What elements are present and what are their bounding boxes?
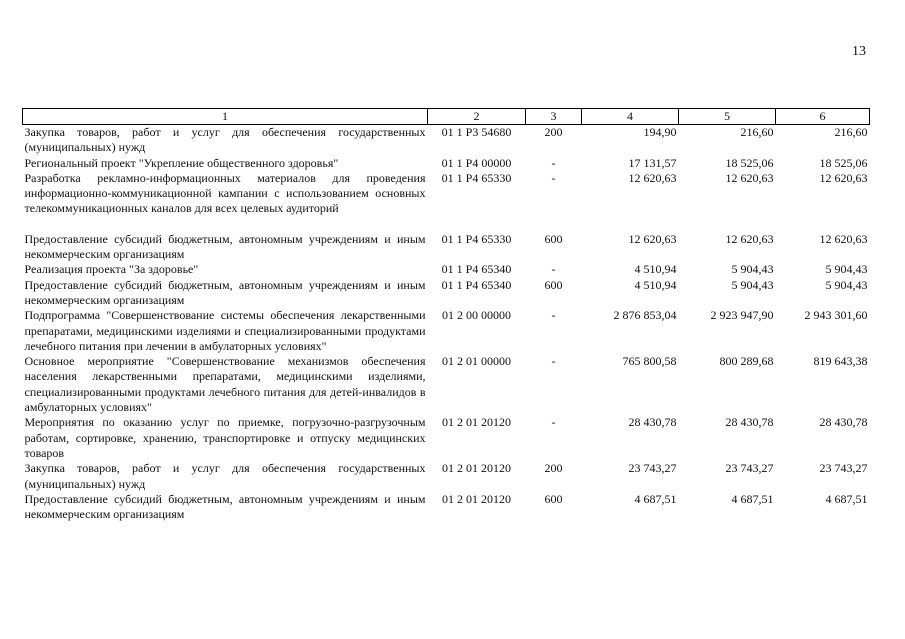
amount-col6: 23 743,27 (819, 461, 868, 476)
table-row (23, 125, 870, 156)
item-name: Предоставление субсидий бюджетным, автономным учреждениям и иным некоммерческим организациям (24, 231, 426, 262)
table-row (23, 354, 870, 415)
expense-type-code: - (551, 155, 556, 170)
amount-col4: 28 430,78 (628, 415, 677, 430)
expense-type-code: - (551, 308, 556, 323)
expense-type-code: - (551, 262, 556, 277)
expense-type-code: - (551, 354, 556, 369)
amount-col5: 28 430,78 (725, 415, 774, 430)
budget-table (22, 108, 870, 522)
amount-col4: 4 510,94 (634, 262, 677, 277)
amount-col6: 4 687,51 (825, 491, 868, 506)
page-number: 13 (852, 44, 866, 59)
amount-col4: 2 876 853,04 (613, 308, 677, 323)
amount-col4: 4 687,51 (634, 491, 677, 506)
amount-col6: 18 525,06 (819, 155, 868, 170)
target-code: 01 2 00 00000 (442, 308, 511, 323)
amount-col5: 23 743,27 (725, 461, 774, 476)
amount-col6: 12 620,63 (819, 170, 868, 185)
item-name: Мероприятия по оказанию услуг по приемке, погрузочно-разгрузочным работам, сортировке, хранению, транспортировке и отпуску медицинских товаров (24, 415, 426, 460)
amount-col6: 2 943 301,60 (804, 308, 868, 323)
amount-col5: 216,60 (740, 125, 774, 139)
table-row (23, 262, 870, 277)
table-row (23, 492, 870, 523)
amount-col5: 5 904,43 (731, 262, 774, 277)
amount-col5: 18 525,06 (725, 155, 774, 170)
target-code: 01 1 P4 65330 (441, 170, 512, 185)
amount-col6: 12 620,63 (819, 231, 868, 246)
target-code: 01 2 01 00000 (442, 354, 511, 369)
expense-type-code: - (551, 415, 556, 430)
column-header: 4 (582, 109, 679, 125)
table-row (23, 156, 870, 171)
expense-type-code: - (551, 170, 556, 185)
amount-col5: 4 687,51 (731, 491, 774, 506)
target-code: 01 1 P4 65340 (441, 262, 512, 277)
amount-col6: 5 904,43 (825, 262, 868, 277)
item-name: Закупка товаров, работ и услуг для обеспечения государственных (муниципальных) нужд (24, 125, 426, 155)
item-name: Основное мероприятие "Совершенствование механизмов обеспечения населения лекарственными препаратами, медицинскими изделиями, специализированными продуктами лечебного питания для детей-инвалидов в амбулаторных условиях" (24, 354, 426, 415)
item-name: Региональный проект "Укрепление общественного здоровья" (24, 155, 339, 170)
item-name: Подпрограмма "Совершенствование системы обеспечения лекарственными препаратами, медицинскими изделиями и специализированными продуктами лечебного питания при лечении в амбулаторных условиях" (24, 308, 426, 353)
column-number-header-row (23, 109, 870, 125)
table-row (23, 232, 870, 263)
amount-col4: 17 131,57 (628, 155, 677, 170)
column-header: 2 (428, 109, 526, 125)
amount-col4: 194,90 (643, 125, 677, 139)
expense-type-code: 600 (544, 491, 563, 506)
table-row (23, 171, 870, 217)
amount-col4: 23 743,27 (628, 461, 677, 476)
item-name: Предоставление субсидий бюджетным, автономным учреждениям и иным некоммерческим организациям (24, 491, 426, 522)
table-row (23, 415, 870, 461)
spacer-row (23, 217, 870, 232)
column-header: 3 (526, 109, 582, 125)
amount-col4: 12 620,63 (628, 231, 677, 246)
expense-type-code: 200 (544, 461, 563, 476)
amount-col4: 4 510,94 (634, 277, 677, 292)
expense-type-code: 600 (544, 231, 563, 246)
amount-col5: 5 904,43 (731, 277, 774, 292)
amount-col5: 800 289,68 (719, 354, 774, 369)
target-code: 01 1 P4 65340 (441, 277, 512, 292)
column-header: 1 (23, 109, 428, 125)
item-name: Разработка рекламно-информационных материалов для проведения информационно-коммуникационной кампании с использованием основных телекоммуникационных каналов для всех целевых аудиторий (24, 170, 426, 216)
table-row (23, 461, 870, 492)
expense-type-code: 600 (544, 277, 563, 292)
expense-type-code: 200 (544, 125, 563, 139)
target-code: 01 2 01 20120 (442, 415, 511, 430)
target-code: 01 2 01 20120 (442, 461, 511, 476)
amount-col6: 5 904,43 (825, 277, 868, 292)
amount-col4: 12 620,63 (628, 170, 677, 185)
target-code: 01 1 P4 65330 (441, 231, 512, 246)
amount-col6: 819 643,38 (813, 354, 868, 369)
amount-col5: 12 620,63 (725, 231, 774, 246)
target-code: 01 1 P3 54680 (441, 125, 512, 139)
table-row (23, 308, 870, 354)
amount-col6: 28 430,78 (819, 415, 868, 430)
table-row (23, 278, 870, 309)
target-code: 01 2 01 20120 (442, 491, 511, 506)
item-name: Закупка товаров, работ и услуг для обеспечения государственных (муниципальных) нужд (24, 461, 426, 491)
amount-col4: 765 800,58 (622, 354, 677, 369)
column-header: 5 (679, 109, 776, 125)
target-code: 01 1 P4 00000 (441, 155, 512, 170)
amount-col5: 12 620,63 (725, 170, 774, 185)
column-header: 6 (776, 109, 870, 125)
item-name: Реализация проекта "За здоровье" (24, 262, 199, 277)
amount-col5: 2 923 947,90 (710, 308, 774, 323)
item-name: Предоставление субсидий бюджетным, автономным учреждениям и иным некоммерческим организациям (24, 277, 426, 307)
amount-col6: 216,60 (834, 125, 868, 139)
